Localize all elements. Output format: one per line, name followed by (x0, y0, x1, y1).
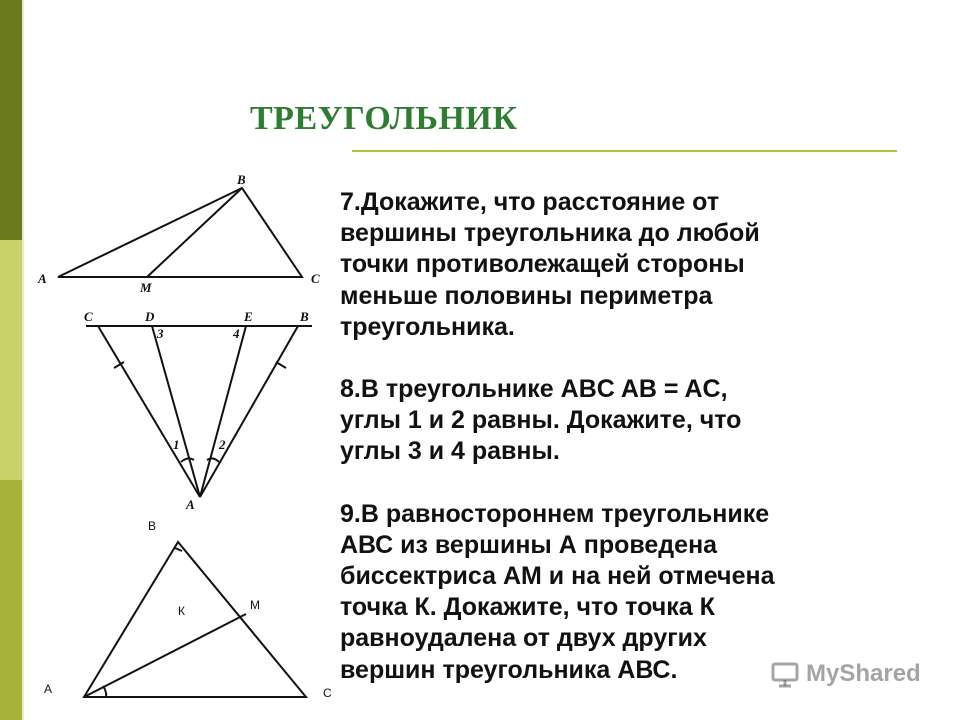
figure-equilateral-triangle (84, 542, 306, 697)
segment-bm (147, 188, 242, 277)
slide-title: ТРЕУГОЛЬНИК (250, 100, 518, 137)
fig2-label-1: 1 (173, 437, 180, 452)
problem-9: 9.В равностороннем треугольнике АВС из вершины А проведена биссектриса АМ и на ней отмечена точка К. Докажите, что точка К равноудалена от двух других вершин треугольника АВС. (340, 499, 775, 684)
figure-triangle-abc-median (58, 188, 302, 277)
fig2-label-b: B (300, 309, 309, 324)
figure-isosceles-triangle (86, 326, 312, 497)
fig1-label-a: A (38, 271, 47, 286)
tick-mark-ba (276, 362, 286, 368)
segment-da (152, 326, 200, 497)
problem-8: 8.В треугольнике ABC AB = AC, углы 1 и 2 равны. Докажите, что углы 3 и 4 равны. (340, 375, 742, 466)
fig1-label-m: M (140, 280, 152, 295)
fig2-label-a: A (186, 497, 195, 512)
fig3-label-m: М (250, 598, 260, 612)
triangle-abc-3 (84, 542, 306, 697)
fig2-label-e: E (244, 309, 253, 324)
segment-ba (200, 326, 298, 497)
fig2-label-3: 3 (157, 326, 164, 341)
fig2-label-2: 2 (219, 437, 226, 452)
vertex-mark-b (175, 548, 182, 551)
watermark (770, 656, 921, 692)
segment-ca (98, 326, 200, 497)
angle-arc-a (103, 686, 106, 697)
fig3-label-a: А (44, 682, 53, 696)
angle-arc-1 (181, 458, 194, 462)
presentation-icon (770, 659, 800, 689)
problem-7: 7.Докажите, что расстояние от вершины треугольника до любой точки противолежащей стороны меньше половины периметра треугольника. (340, 188, 760, 341)
fig3-label-b: В (148, 519, 157, 533)
fig2-label-c: C (84, 309, 93, 324)
problems-text (340, 187, 940, 686)
segment-ea (200, 326, 246, 497)
fig2-label-d: D (145, 309, 155, 324)
fig2-label-4: 4 (233, 326, 240, 341)
fig1-label-c: C (311, 271, 320, 286)
fig1-label-b: B (237, 172, 246, 187)
fig3-label-k: К (178, 604, 185, 618)
watermark-text: MyShared (806, 660, 921, 687)
fig3-label-c: С (323, 686, 332, 700)
triangle-abc-1 (58, 188, 302, 277)
